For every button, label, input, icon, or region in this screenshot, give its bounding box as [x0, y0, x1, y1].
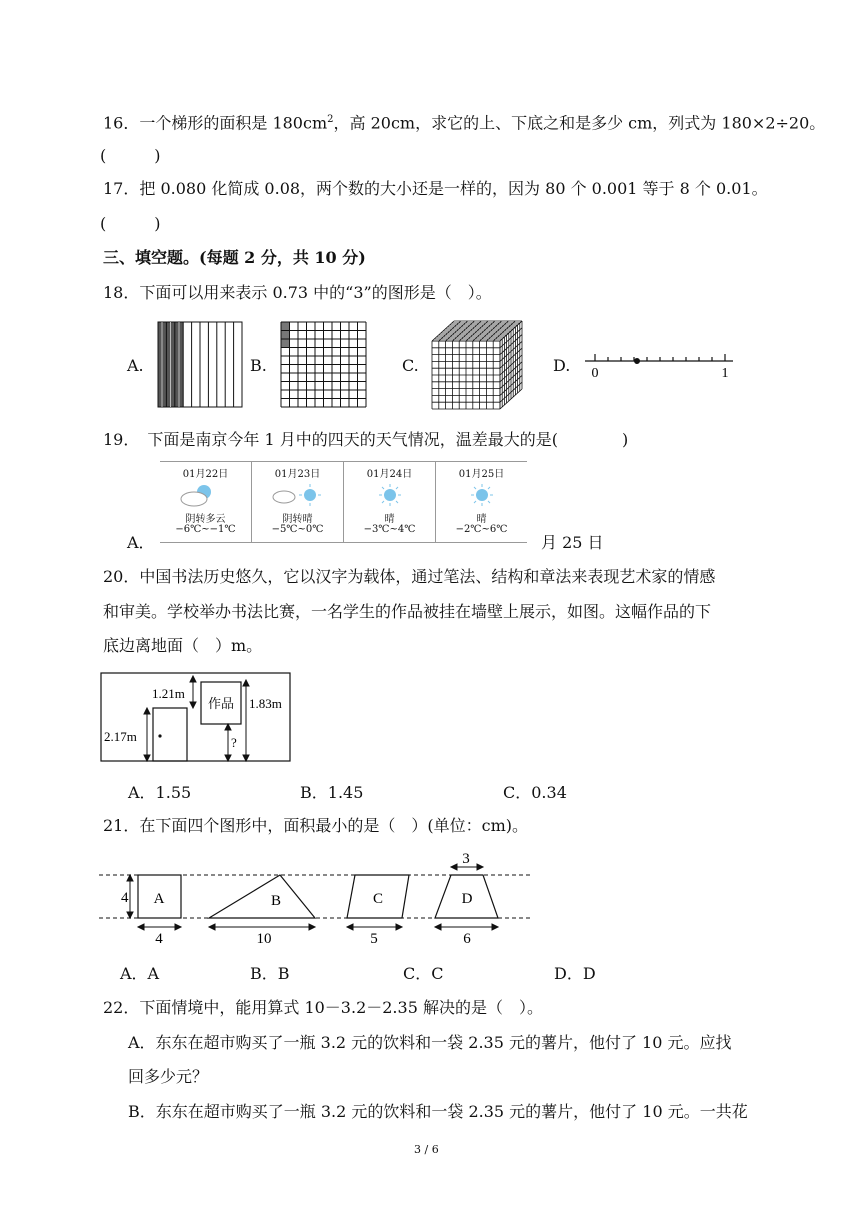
- q21-option-c[interactable]: C．C: [403, 964, 444, 983]
- question-21: 21．在下面四个图形中，面积最小的是（ ）(单位：cm)。: [103, 816, 528, 835]
- q19-trailing-text: 月 25 日: [541, 533, 604, 552]
- shape-c-label: C: [372, 891, 384, 907]
- weather-date: 01月24日: [366, 469, 413, 480]
- number-line-point: [634, 358, 640, 364]
- thousandths-cube-figure: [430, 319, 530, 409]
- q22-option-a-line1[interactable]: A．东东在超市购买了一瓶 3.2 元的饮料和一袋 2.35 元的薯片，他付了 10 元。应找: [128, 1033, 732, 1052]
- number-line-start-label: 0: [591, 366, 599, 381]
- weather-day-1: [160, 462, 252, 542]
- tenths-strip-figure: [157, 321, 245, 409]
- q22-option-a-line2: 回多少元？: [128, 1067, 209, 1086]
- question-16: 16．一个梯形的面积是 $180cm^2$，高 20cm，求它的上、下底之和是多少 cm，列式为 180×2÷20。: [103, 113, 826, 133]
- hundredths-grid-figure: [280, 321, 370, 411]
- sun-icon: [375, 482, 405, 508]
- q21-option-d[interactable]: D．D: [554, 964, 596, 983]
- height-label-2: 1.83m: [249, 696, 282, 711]
- height-label-1: 1.21m: [152, 686, 185, 701]
- page-number: 3 / 6: [414, 1143, 439, 1156]
- shapes-figure: [97, 848, 537, 948]
- question-18: 18．下面可以用来表示 0.73 中的“3”的图形是（ ）。: [103, 283, 492, 302]
- artwork-label: 作品: [207, 696, 235, 711]
- weather-condition: 阴转晴: [282, 514, 313, 525]
- question-17: 17．把 0.080 化简成 0.08，两个数的大小还是一样的，因为 80 个 0.001 等于 8 个 0.01。: [103, 179, 768, 198]
- question-20-line1: 20．中国书法历史悠久，它以汉字为载体，通过笔法、结构和章法来表现艺术家的情感: [103, 567, 716, 586]
- shape-c-base: 5: [370, 931, 378, 947]
- shape-d-top: 3: [462, 851, 470, 867]
- weather-condition: 晴: [476, 514, 487, 525]
- q18-option-c-label: C.: [402, 356, 419, 375]
- weather-date: 01月23日: [274, 469, 321, 480]
- artwork-height-diagram: [100, 672, 292, 764]
- shape-a-base: 4: [155, 931, 163, 947]
- q19-option-a-label: A．: [127, 533, 155, 552]
- weather-date: 01月25日: [458, 469, 505, 480]
- weather-temperature: −2℃~6℃: [455, 524, 508, 535]
- number-line-end-label: 1: [721, 366, 729, 381]
- section-title: 三、填空题。(每题 2 分，共 10 分): [103, 248, 366, 267]
- shape-d-label: D: [461, 891, 473, 907]
- weather-temperature: −3℃~4℃: [363, 524, 416, 535]
- triangle-b: [209, 875, 315, 918]
- q18-option-d-label: D.: [553, 356, 571, 375]
- cloud-and-sun-icon: [270, 482, 330, 508]
- sun-icon: [467, 482, 497, 508]
- shape-b-label: B: [270, 893, 282, 909]
- q20-option-a[interactable]: A．1.55: [128, 783, 192, 802]
- weather-day-2: [252, 462, 344, 542]
- q22-option-b-line1[interactable]: B．东东在超市购买了一瓶 3.2 元的饮料和一袋 2.35 元的薯片，他付了 10 元。一共花: [128, 1102, 748, 1121]
- question-22: 22．下面情境中，能用算式 10－3.2－2.35 解决的是（ ）。: [103, 998, 543, 1017]
- height-label-3: 2.17m: [104, 729, 137, 744]
- unknown-height-label: ?: [231, 735, 237, 750]
- shape-d-base: 6: [463, 931, 471, 947]
- q18-option-b-label: B.: [250, 356, 267, 375]
- q20-option-c[interactable]: C．0.34: [503, 783, 567, 802]
- question-20-line3: 底边离地面（ ）m。: [103, 636, 263, 655]
- question-19: 19． 下面是南京今年 1 月中的四天的天气情况，温差最大的是( ): [103, 430, 629, 449]
- weather-condition: 阴转多云: [185, 514, 226, 525]
- q21-option-a[interactable]: A．A: [120, 964, 160, 983]
- weather-temperature: −5℃~0℃: [271, 524, 324, 535]
- question-20-line2: 和审美。学校举办书法比赛，一名学生的作品被挂在墙壁上展示，如图。这幅作品的下: [103, 602, 712, 621]
- weather-date: 01月22日: [182, 469, 229, 480]
- q20-option-b[interactable]: B．1.45: [300, 783, 364, 802]
- q18-option-a-label: A.: [127, 356, 144, 375]
- weather-panel: [160, 461, 527, 543]
- height-label: 4: [121, 890, 129, 906]
- weather-condition: 晴: [384, 514, 395, 525]
- weather-day-3: [344, 462, 436, 542]
- weather-day-4: [436, 462, 527, 542]
- shape-a-label: A: [153, 891, 165, 907]
- cloud-sun-icon: [174, 482, 220, 508]
- shape-b-base: 10: [256, 931, 272, 947]
- answer-paren-16[interactable]: ( ): [100, 146, 161, 165]
- weather-temperature: −6℃~−1℃: [175, 524, 236, 535]
- answer-paren-17[interactable]: ( ): [100, 214, 161, 233]
- q21-option-b[interactable]: B．B: [250, 964, 290, 983]
- number-line-figure: [585, 348, 735, 381]
